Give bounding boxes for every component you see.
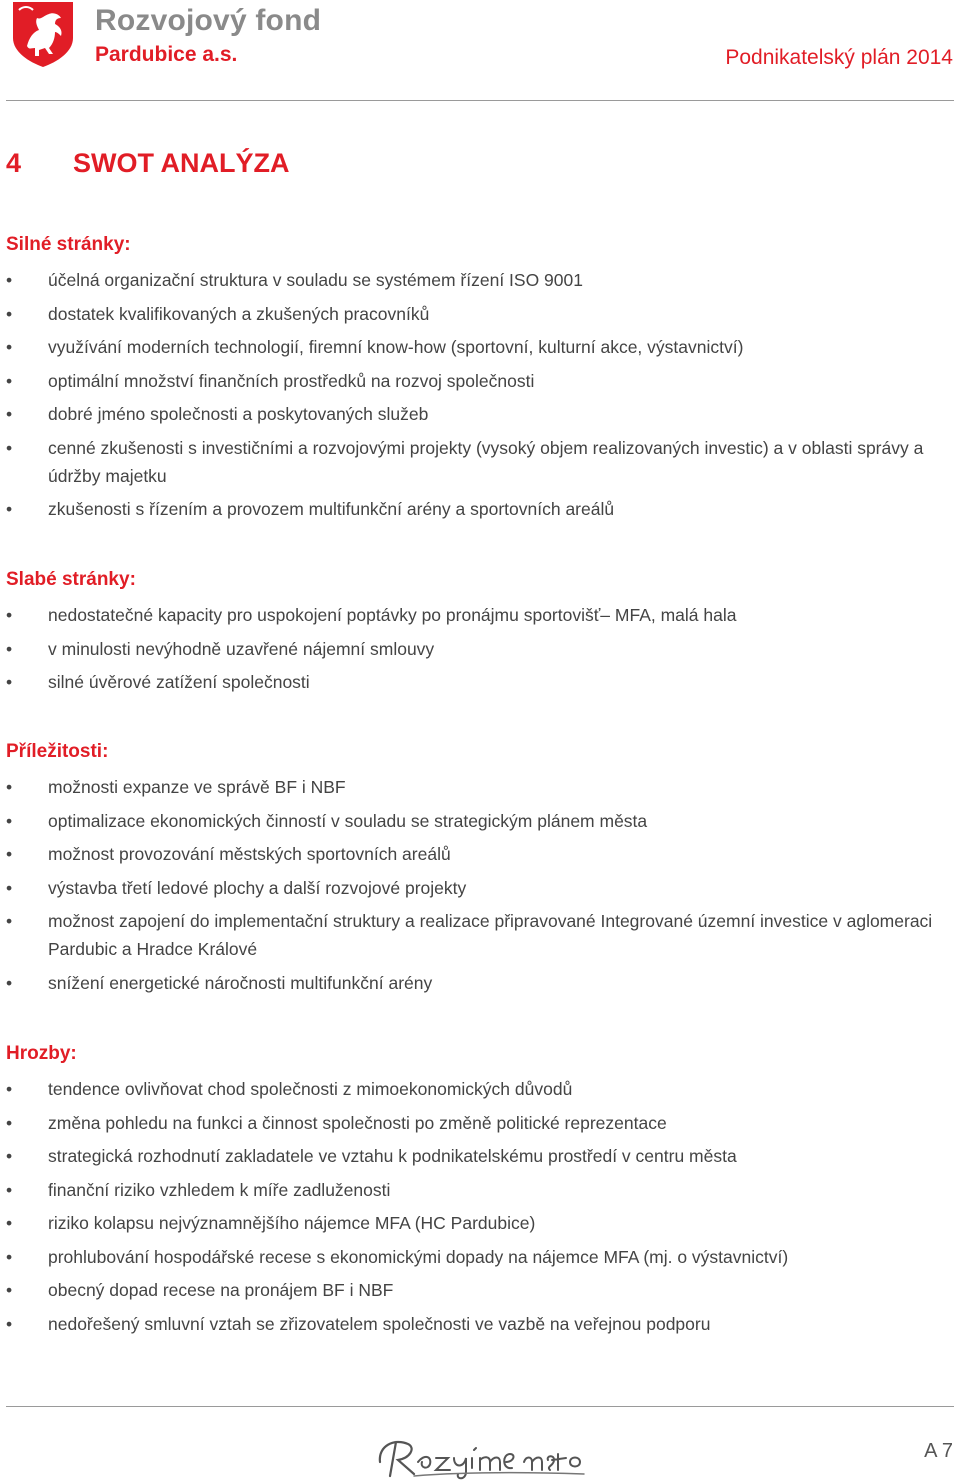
list-item-text: optimální množství finančních prostředků na rozvoj společnosti [48, 370, 535, 391]
header-divider [6, 100, 954, 101]
list-item [6, 300, 954, 328]
list-item-text: využívání moderních technologií, firemní know-how (sportovní, kulturní akce, výstavnictví) [48, 337, 744, 357]
list-item-text: prohlubování hospodářské recese s ekonomickými dopady na nájemce MFA (mj. o výstavnictví) [48, 1246, 789, 1267]
bullet-icon: • [6, 1079, 13, 1099]
page-number: A 7 [924, 1440, 953, 1462]
list-item [6, 1176, 954, 1204]
list-item [6, 1243, 954, 1271]
list-item-text: změna pohledu na funkci a činnost společnosti po změně politické reprezentace [48, 1112, 667, 1133]
bullet-icon: • [6, 1246, 13, 1267]
bullet-icon: • [6, 1112, 13, 1133]
section-heading: Hrozby: [6, 1043, 77, 1064]
bullet-icon: • [6, 404, 13, 424]
list-item [6, 840, 954, 868]
bullet-icon: • [6, 672, 13, 692]
bullet-icon: • [6, 1313, 13, 1334]
section-opportunities [6, 739, 954, 1002]
list-item [6, 1075, 954, 1103]
list-item [6, 1142, 954, 1170]
bullet-icon: • [6, 270, 13, 290]
list-item-text: výstavba třetí ledové plochy a další rozvojové projekty [48, 877, 467, 898]
list-item-text: dostatek kvalifikovaných a zkušených pracovníků [48, 303, 430, 324]
bullet-icon: • [6, 1213, 13, 1233]
bullet-icon: • [6, 370, 13, 391]
list-item [6, 1209, 954, 1237]
list-item [6, 1310, 954, 1338]
list-item [6, 874, 954, 902]
list-item [6, 807, 954, 835]
bullet-icon: • [6, 810, 13, 831]
list-item [6, 333, 954, 361]
list-item [6, 907, 954, 963]
bullet-icon: • [6, 605, 13, 625]
list-item [6, 668, 954, 696]
bullet-list [6, 1075, 954, 1338]
list-item [6, 1276, 954, 1304]
list-item [6, 266, 954, 294]
section-heading: Slabé stránky: [6, 569, 136, 590]
list-item [6, 495, 954, 523]
list-item-text: strategická rozhodnutí zakladatele ve vztahu k podnikatelskému prostředí v centru města [48, 1146, 737, 1166]
footer-divider [6, 1406, 954, 1407]
list-item [6, 1109, 954, 1137]
bullet-icon: • [6, 844, 13, 864]
section-heading: Příležitosti: [6, 741, 109, 762]
document-title: Podnikatelský plán 2014 [725, 46, 953, 69]
page-header [0, 0, 960, 102]
bullet-icon: • [6, 499, 13, 519]
signature-icon [374, 1432, 596, 1480]
list-item-text: cenné zkušenosti s investičními a rozvojovými projekty (vysoký objem realizovaných investic) a v oblasti správy a údržby majetku [48, 437, 924, 486]
list-item [6, 400, 954, 428]
brand-subtitle: Pardubice a.s. [95, 43, 238, 66]
list-item [6, 969, 954, 997]
section-heading: Silné stránky: [6, 234, 131, 255]
bullet-list [6, 601, 954, 696]
section-threats [6, 1041, 954, 1343]
list-item [6, 635, 954, 663]
bullet-icon: • [6, 911, 13, 931]
horse-shield-logo-icon [9, 0, 77, 68]
bullet-icon: • [6, 437, 13, 458]
list-item-text: v minulosti nevýhodně uzavřené nájemní smlouvy [48, 638, 435, 659]
list-item-text: nedostatečné kapacity pro uspokojení poptávky po pronájmu sportovišť– MFA, malá hala [48, 605, 737, 625]
list-item-text: optimalizace ekonomických činností v souladu se strategickým plánem města [48, 810, 648, 831]
bullet-icon: • [6, 777, 13, 797]
list-item [6, 367, 954, 395]
bullet-icon: • [6, 1146, 13, 1166]
list-item-text: možnost provozování městských sportovních areálů [48, 844, 451, 864]
brand-name: Rozvojový fond [95, 4, 322, 37]
chapter-title: SWOT ANALÝZA [73, 148, 290, 178]
bullet-icon: • [6, 303, 13, 324]
bullet-icon: • [6, 972, 13, 993]
list-item-text: účelná organizační struktura v souladu se systémem řízení ISO 9001 [48, 270, 583, 290]
list-item-text: riziko kolapsu nejvýznamnějšího nájemce MFA (HC Pardubice) [48, 1213, 536, 1233]
section-strengths [6, 232, 954, 529]
bullet-icon: • [6, 1179, 13, 1200]
list-item-text: tendence ovlivňovat chod společnosti z mimoekonomických důvodů [48, 1079, 573, 1099]
list-item-text: obecný dopad recese na pronájem BF i NBF [48, 1280, 394, 1300]
list-item [6, 601, 954, 629]
bullet-icon: • [6, 1280, 13, 1300]
list-item-text: finanční riziko vzhledem k míře zadluženosti [48, 1179, 391, 1200]
section-weaknesses [6, 567, 954, 702]
bullet-icon: • [6, 638, 13, 659]
list-item [6, 773, 954, 801]
list-item [6, 434, 954, 490]
chapter-number: 4 [6, 148, 22, 178]
list-item-text: snížení energetické náročnosti multifunkční arény [48, 972, 433, 993]
bullet-list [6, 773, 954, 997]
list-item-text: možnosti expanze ve správě BF i NBF [48, 777, 346, 797]
list-item-text: dobré jméno společnosti a poskytovaných služeb [48, 404, 429, 424]
bullet-icon: • [6, 877, 13, 898]
list-item-text: možnost zapojení do implementační struktury a realizace připravované Integrované územní investice v aglomeraci Pardubic a Hradce Králové [48, 911, 933, 959]
list-item-text: nedořešený smluvní vztah se zřizovatelem společnosti ve vazbě na veřejnou podporu [48, 1313, 711, 1334]
bullet-list [6, 266, 954, 523]
bullet-icon: • [6, 337, 13, 357]
list-item-text: silné úvěrové zatížení společnosti [48, 672, 310, 692]
chapter-heading [6, 148, 289, 179]
list-item-text: zkušenosti s řízením a provozem multifunkční arény a sportovních areálů [48, 499, 615, 519]
